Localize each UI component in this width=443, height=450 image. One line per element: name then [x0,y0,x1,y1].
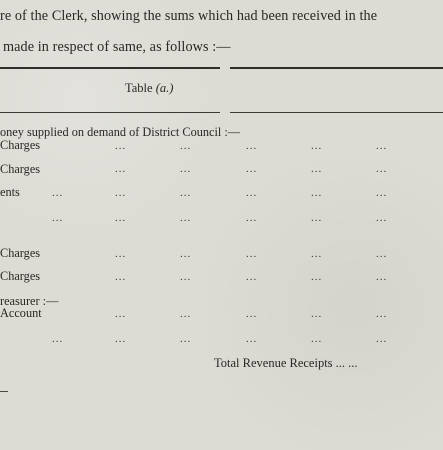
row-label-7: reasurer :— [0,294,59,308]
dots-row-5-col-5: ... [376,248,388,260]
dots-row-6-col-5: ... [376,271,388,283]
dots-row-8-col-1: ... [115,308,127,320]
row-label-3: ents [0,185,20,199]
dots-row-8-col-5: ... [376,308,388,320]
dots-row-2-col-5: ... [376,163,388,175]
dots-row-6-col-3: ... [246,271,258,283]
dots-row-1-col-4: ... [311,140,323,152]
dots-row-6-col-4: ... [311,271,323,283]
dots-row-9-col-2: ... [180,333,192,345]
dots-row-3-col-1: ... [115,187,127,199]
row-label-6: Charges [0,269,41,283]
dots-row-9-col-3: ... [246,333,258,345]
total-revenue-dots-1: ... [335,356,346,370]
dots-row-9-col-4: ... [311,333,323,345]
row-label-8: Account [0,306,42,320]
dots-row-4-col-4: ... [311,212,323,224]
dots-row-4-col-1: ... [115,212,127,224]
row-label-5: Charges [0,246,41,260]
header-line-1: re of the Clerk, showing the sums which had been received in the [0,8,378,24]
dots-row-3-col-2: ... [180,187,192,199]
header-line-2: made in respect of same, as follows :— [3,39,231,55]
dots-row-9-col-1: ... [115,333,127,345]
dots-row-1-col-2: ... [180,140,192,152]
left-dash-mark [0,391,8,392]
row-label-0: oney supplied on demand of District Council :— [0,125,241,139]
dots-row-3-col-5: ... [376,187,388,199]
table-caption [125,81,173,96]
dots-row-1-col-1: ... [115,140,127,152]
dots-row-5-col-3: ... [246,248,258,260]
dots-row-1-col-3: ... [246,140,258,152]
dots-row-4-col-0: ... [52,212,64,224]
dots-row-9-col-0: ... [52,333,64,345]
dots-row-6-col-2: ... [180,271,192,283]
dots-row-8-col-2: ... [180,308,192,320]
dots-row-4-col-2: ... [180,212,192,224]
dots-row-9-col-5: ... [376,333,388,345]
mid-rule-left [0,112,220,113]
dots-row-3-col-0: ... [52,187,64,199]
dots-row-6-col-1: ... [115,271,127,283]
top-rule-left [0,67,220,69]
mid-rule-right [230,112,443,113]
dots-row-8-col-4: ... [311,308,323,320]
dots-row-4-col-5: ... [376,212,388,224]
total-revenue-dots-2: ... [348,356,358,370]
dots-row-3-col-4: ... [311,187,323,199]
dots-row-4-col-3: ... [246,212,258,224]
dots-row-3-col-3: ... [246,187,258,199]
dots-row-2-col-2: ... [180,163,192,175]
dots-row-2-col-1: ... [115,163,127,175]
dots-row-5-col-4: ... [311,248,323,260]
table-caption-text: Table [125,81,153,95]
table-caption-suffix: (a.) [155,81,174,95]
row-label-2: Charges [0,162,41,176]
total-revenue-label: Total Revenue Receipts [214,356,333,370]
top-rule-right [230,67,443,69]
dots-row-5-col-2: ... [180,248,192,260]
dots-row-5-col-1: ... [115,248,127,260]
dots-row-2-col-4: ... [311,163,323,175]
dots-row-8-col-3: ... [246,308,258,320]
total-revenue-receipts [214,356,358,371]
dots-row-1-col-5: ... [376,140,388,152]
dots-row-2-col-3: ... [246,163,258,175]
row-label-1: Charges [0,138,41,152]
